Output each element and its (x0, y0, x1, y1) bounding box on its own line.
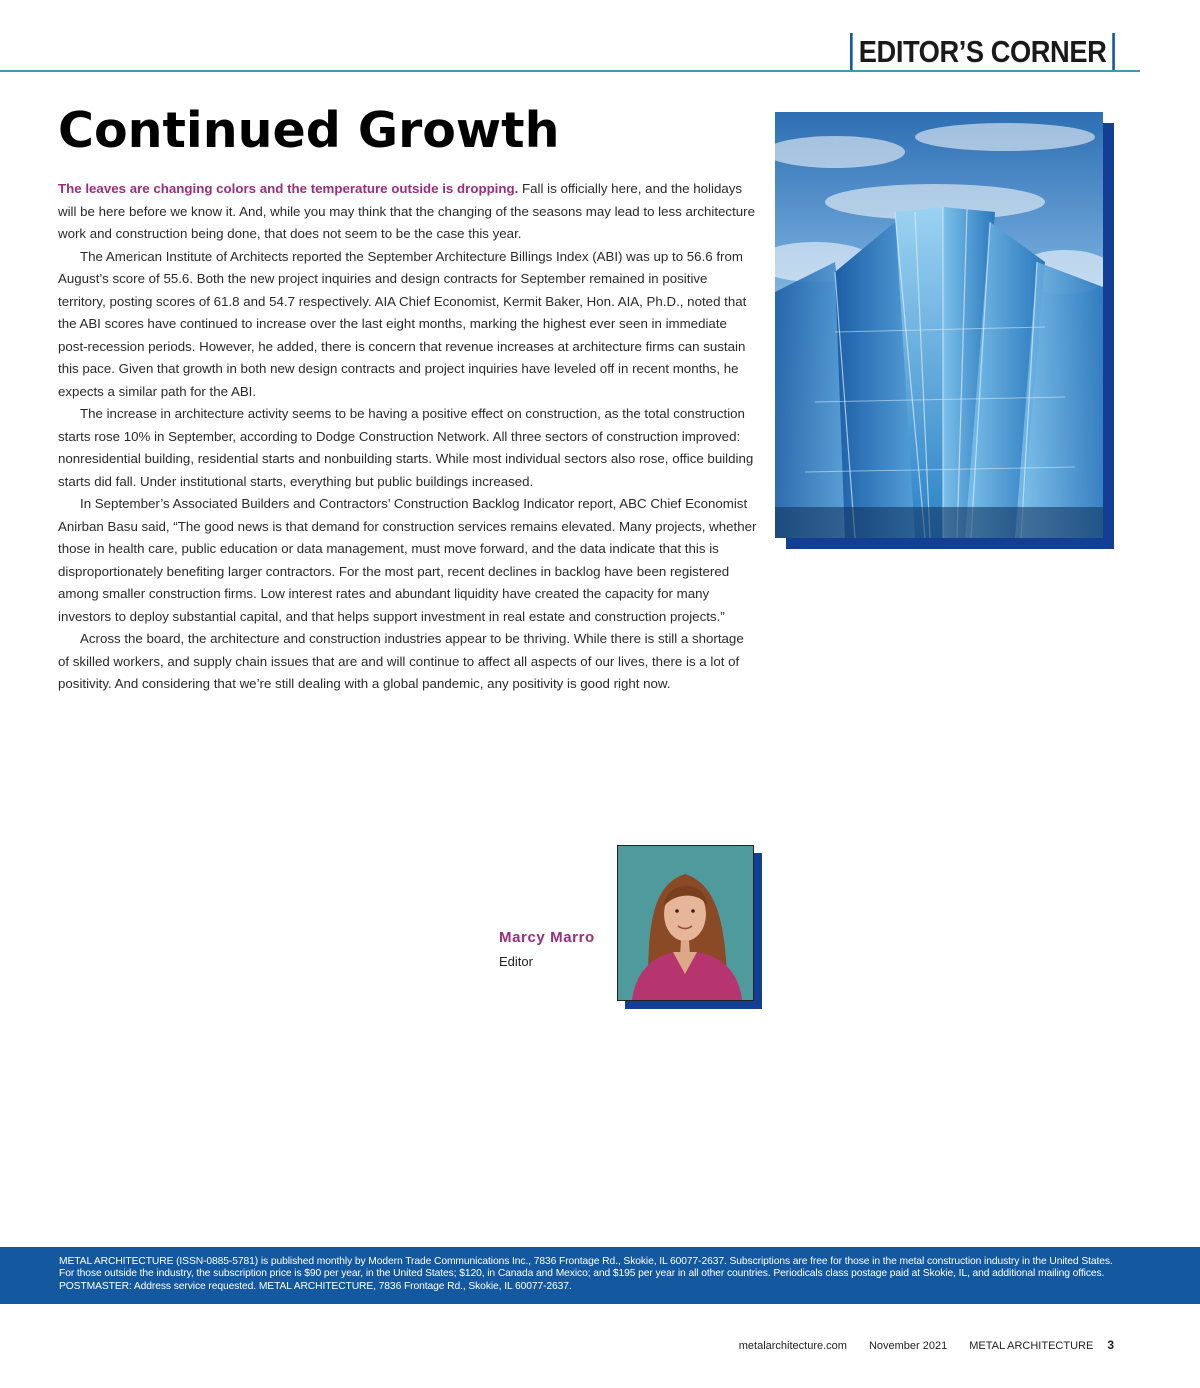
article-paragraph-text: Fall is officially here, and the holidays will be here before we know it. And, while you may think that the changing of the seasons may lead to less architecture work and construction being done, that does not seem to be the case this year. (58, 181, 755, 241)
section-tag: EDITOR’S CORNER (850, 33, 1115, 70)
page-number: 3 (1107, 1338, 1114, 1352)
page-footer (739, 1338, 1114, 1352)
publication-notice: METAL ARCHITECTURE (ISSN-0885-5781) is published monthly by Modern Trade Communications Inc., 7836 Frontage Rd., Skokie, IL 60077-2637. Subscriptions are free for those in the metal construction industry in the United States. For those outside the industry, the subscription price is $90 per year, in the United States; $120, in Canada and Mexico; and $195 per year in all other countries. Periodicals class postage paid at Skokie, IL, and additional mailing offices. POSTMASTER: Address service requested. METAL ARCHITECTURE, 7836 Frontage Rd., Skokie, IL 60077-2637. (59, 1256, 1113, 1292)
article-paragraph: Across the board, the architecture and construction industries appear to be thriving. While there is still a shortage of skilled workers, and supply chain issues that are and will continue to affect all aspects of our lives, there is a lot of positivity. And considering that we’re still dealing with a global pandemic, any positivity is good right now. (58, 631, 744, 691)
article-paragraph (58, 178, 758, 246)
article-paragraph: The increase in architecture activity seems to be having a positive effect on construction, as the total construction starts rose 10% in September, according to Dodge Construction Network. All three sectors of construction improved: nonresidential building, residential starts and nonbuilding starts. While most individual sectors also rose, office building starts did fall. Under institutional starts, everything but public buildings increased. (58, 406, 754, 489)
footer-website: metalarchitecture.com (738, 1340, 847, 1352)
article-paragraph: The American Institute of Architects reported the September Architecture Billings Index (ABI) was up to 56.6 from August’s score of 55.6. Both the new project inquiries and design contracts for September remained in positive territory, posting scores of 61.8 and 54.7 respectively. AIA Chief Economist, Kermit Baker, Hon. AIA, Ph.D., noted that the ABI scores have continued to increase over the last eight months, marking the highest ever seen in immediate post-recession periods. However, he added, there is concern that revenue increases at architecture firms can sustain this pace. Given that growth in both new design contracts and project inquiries have leveled off in recent months, he expects a similar path for the ABI. (58, 248, 747, 399)
article-lead: The leaves are changing colors and the temperature outside is dropping. (58, 181, 519, 196)
section-header-rule (0, 70, 1140, 72)
hero-building-image (775, 112, 1103, 538)
author-name: Marcy Marro (499, 929, 595, 946)
article-body (58, 178, 758, 696)
footer-issue-date: November 2021 (868, 1340, 948, 1352)
article-headline: Continued Growth (58, 102, 560, 159)
author-role: Editor (499, 954, 533, 969)
footer-magazine-name: METAL ARCHITECTURE (969, 1340, 1094, 1352)
article-paragraph: In September’s Associated Builders and Contractors’ Construction Backlog Indicator report, ABC Chief Economist Anirban Basu said, “The good news is that demand for construction services remains elevated. Many projects, whether those in health care, public education or data management, must move forward, and the data indicate that this is disproportionately benefiting larger contractors. For the most part, recent declines in backlog have been registered among smaller construction firms. Low interest rates and abundant liquidity have created the capacity for many investors to deploy substantial capital, and that helps support investment in real estate and construction projects.” (58, 496, 757, 624)
author-portrait (617, 845, 754, 1001)
